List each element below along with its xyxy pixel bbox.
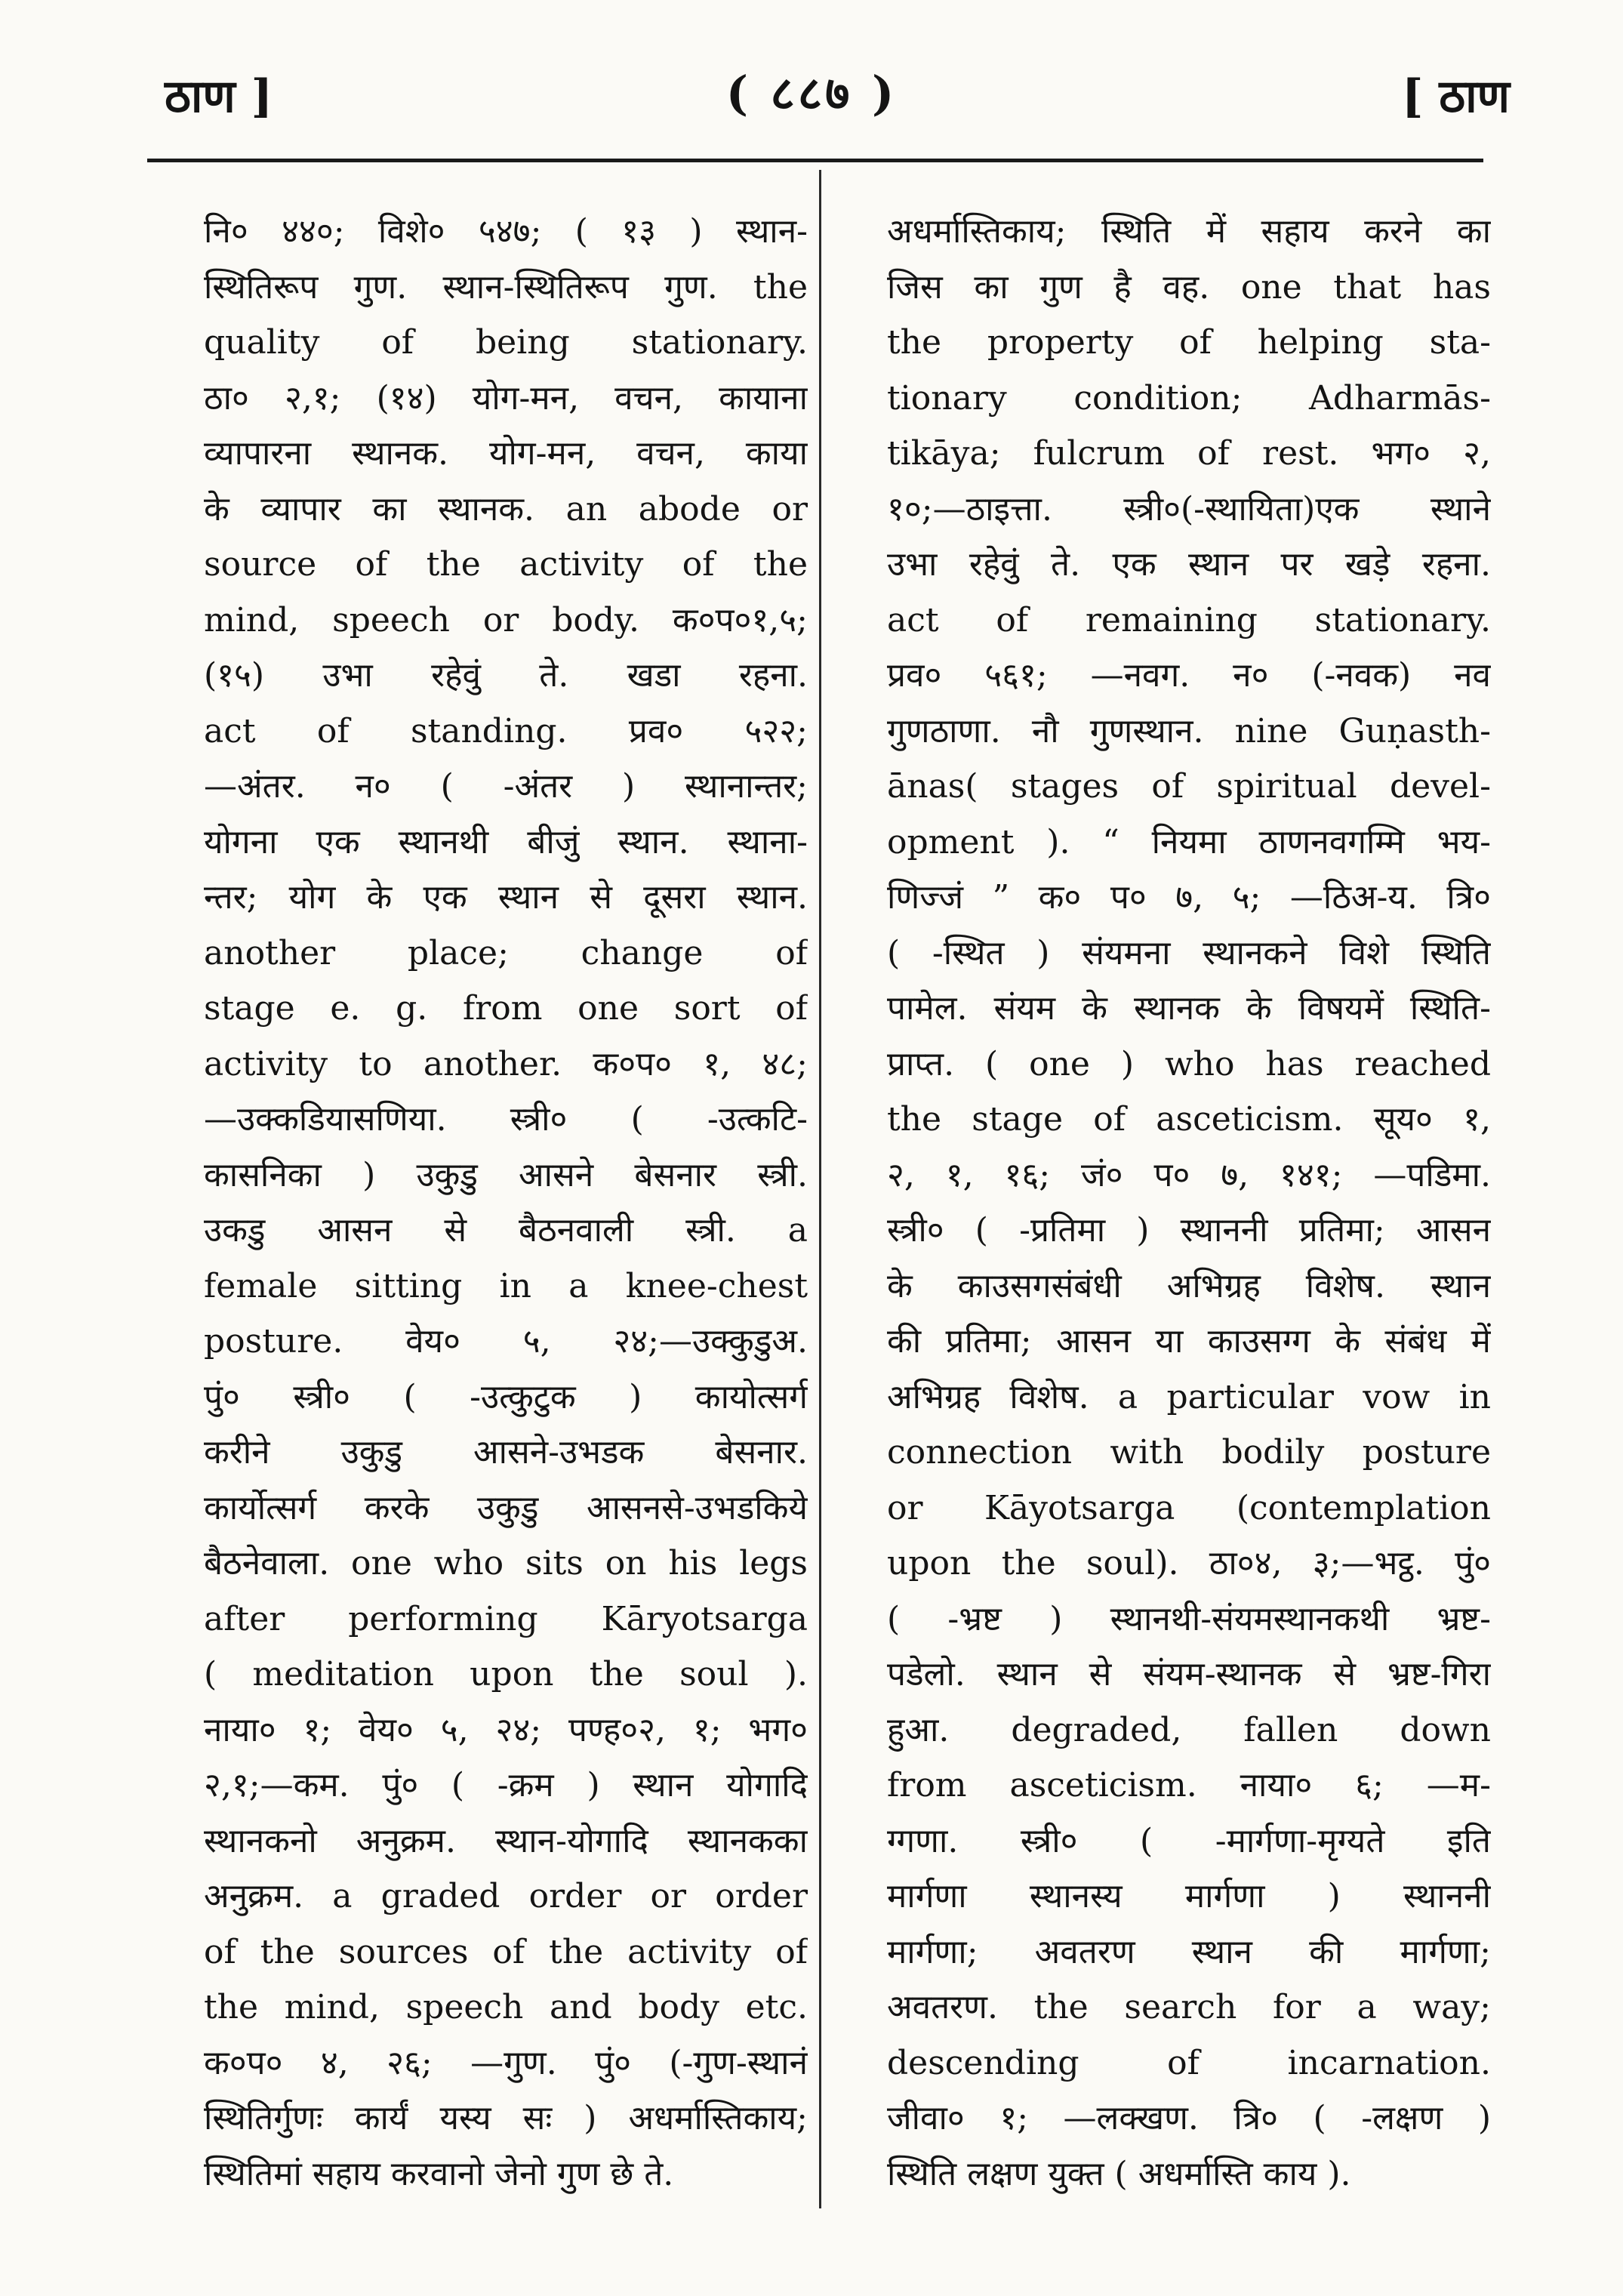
text-line: connection with bodily posture: [887, 1433, 1491, 1472]
text-line: मार्गणा स्थानस्य मार्गणा ) स्थाननी: [887, 1877, 1491, 1915]
text-line: करीने उकुडु आसने-उभडक बेसनार.: [204, 1433, 808, 1472]
text-line: activity to another. क०प० १, ४८;: [204, 1044, 808, 1083]
text-line: from asceticism. नाया० ६; —म-: [887, 1766, 1491, 1804]
text-line: the mind, speech and body etc.: [204, 1988, 808, 2026]
text-line: the property of helping sta-: [887, 323, 1491, 362]
text-line: बैठनेवाला. one who sits on his legs: [204, 1544, 808, 1583]
header-right-word: [ ठाण: [1401, 70, 1510, 123]
text-line: पामेल. संयम के स्थानक के विषयमें स्थिति-: [887, 989, 1491, 1028]
text-line: descending of incarnation.: [887, 2043, 1491, 2082]
left-column: [204, 204, 808, 2202]
text-line: —अंतर. न० ( -अंतर ) स्थानान्तर;: [204, 767, 808, 806]
text-line: मार्गणा; अवतरण स्थान की मार्गणा;: [887, 1932, 1491, 1971]
text-line: of the sources of the activity of: [204, 1932, 808, 1971]
text-line: ग्गणा. स्त्री० ( -मार्गणा-मृग्यते इति: [887, 1821, 1491, 1860]
text-line: opment ). “ नियमा ठाणनवगम्मि भय-: [887, 822, 1491, 861]
text-line: हुआ. degraded, fallen down: [887, 1710, 1491, 1749]
text-line: के काउसगसंबंधी अभिग्रह विशेष. स्थान: [887, 1266, 1491, 1305]
header-left-word: ठाण ]: [165, 70, 273, 123]
text-line: ( -स्थित ) संयमना स्थानकने विशे स्थिति: [887, 933, 1491, 972]
text-line: female sitting in a knee-chest: [204, 1266, 808, 1305]
text-line: स्त्री० ( -प्रतिमा ) स्थाननी प्रतिमा; आसन: [887, 1211, 1491, 1250]
text-line: उकडु आसन से बैठनवाली स्त्री. a: [204, 1211, 808, 1250]
right-column: [887, 204, 1491, 2202]
header-rule: [147, 159, 1483, 162]
text-line: प्रव० ५६१; —नवग. न० (-नवक) नव: [887, 656, 1491, 695]
text-line: स्थितिरूप गुण. स्थान-स्थितिरूप गुण. the: [204, 267, 808, 307]
text-line: स्थितिर्गुणः कार्यं यस्य सः ) अधर्मास्तिकाय;: [204, 2099, 808, 2137]
text-line: पुं० स्त्री० ( -उत्कुटुक ) कायोत्सर्ग: [204, 1377, 808, 1416]
text-line: or Kāyotsarga (contemplation: [887, 1488, 1491, 1527]
text-line: णिज्जं ” क० प० ७, ५; —ठिअ-य. त्रि०: [887, 878, 1491, 917]
text-line: ( -भ्रष्ट ) स्थानथी-संयमस्थानकथी भ्रष्ट-: [887, 1599, 1491, 1638]
text-line: (१५) उभा रहेवुं ते. खडा रहना.: [204, 656, 808, 695]
text-line: stage e. g. from one sort of: [204, 989, 808, 1028]
text-line: गुणठाणा. नौ गुणस्थान. nine Guṇasth-: [887, 711, 1491, 750]
page-header: [0, 53, 1623, 121]
text-line: न्तर; योग के एक स्थान से दूसरा स्थान.: [204, 878, 808, 917]
text-line: के व्यापार का स्थानक. an abode or: [204, 489, 808, 529]
text-line: नि० ४४०; विशे० ५४७; ( १३ ) स्थान-: [204, 212, 808, 251]
text-line: कासनिका ) उकुडु आसने बेसनार स्त्री.: [204, 1155, 808, 1194]
text-line: mind, speech or body. क०प०१,५;: [204, 600, 808, 639]
text-line: tikāya; fulcrum of rest. भग० २,: [887, 434, 1491, 473]
text-line: ānas( stages of spiritual devel-: [887, 767, 1491, 806]
text-line: २, १, १६; जं० प० ७, १४१; —पडिमा.: [887, 1155, 1491, 1194]
text-line: योगना एक स्थानथी बीजुं स्थान. स्थाना-: [204, 822, 808, 861]
text-line: स्थितिमां सहाय करवानो जेनो गुण छे ते.: [204, 2154, 674, 2193]
text-line: the stage of asceticism. सूय० १,: [887, 1100, 1491, 1139]
text-line: की प्रतिमा; आसन या काउसग्ग के संबंध में: [887, 1322, 1491, 1361]
text-line: व्यापारना स्थानक. योग-मन, वचन, काया: [204, 434, 808, 473]
text-line: upon the soul). ठा०४, ३;—भट्ठ. पुं०: [887, 1544, 1491, 1583]
text-line: उभा रहेवुं ते. एक स्थान पर खड़े रहना.: [887, 545, 1491, 584]
text-line: जीवा० १; —लक्खण. त्रि० ( -लक्षण ): [887, 2099, 1491, 2137]
text-line: tionary condition; Adharmās-: [887, 378, 1491, 418]
text-line: act of remaining stationary.: [887, 600, 1491, 639]
text-line: after performing Kāryotsarga: [204, 1599, 808, 1638]
text-line: अधर्मास्तिकाय; स्थिति में सहाय करने का: [887, 212, 1491, 251]
text-line: ( meditation upon the soul ).: [204, 1655, 808, 1693]
text-line: posture. वेय० ५, २४;—उक्कुडुअ.: [204, 1322, 808, 1361]
text-line: स्थिति लक्षण युक्त ( अधर्मास्ति काय ).: [887, 2154, 1351, 2193]
column-divider: [819, 170, 821, 2208]
text-line: कार्योत्सर्ग करके उकुडु आसनसे-उभडकिये: [204, 1488, 808, 1527]
text-line: प्राप्त. ( one ) who has reached: [887, 1044, 1491, 1083]
text-line: quality of being stationary.: [204, 323, 808, 362]
text-line: जिस का गुण है वह. one that has: [887, 267, 1491, 307]
text-line: source of the activity of the: [204, 545, 808, 584]
text-line: नाया० १; वेय० ५, २४; पण्ह०२, १; भग०: [204, 1710, 808, 1749]
text-line: ठा० २,१; (१४) योग-मन, वचन, कायाना: [204, 378, 808, 418]
text-line: अभिग्रह विशेष. a particular vow in: [887, 1377, 1491, 1416]
text-line: अवतरण. the search for a way;: [887, 1988, 1491, 2026]
text-line: १०;—ठाइत्ता. स्त्री०(-स्थायिता)एक स्थाने: [887, 489, 1491, 529]
text-line: another place; change of: [204, 933, 808, 972]
text-line: स्थानकनो अनुक्रम. स्थान-योगादि स्थानकका: [204, 1821, 808, 1860]
text-line: क०प० ४, २६; —गुण. पुं० (-गुण-स्थानं: [204, 2043, 808, 2082]
text-line: —उक्कडियासणिया. स्त्री० ( -उत्कटि-: [204, 1100, 808, 1139]
text-line: पडेलो. स्थान से संयम-स्थानक से भ्रष्ट-गिरा: [887, 1655, 1491, 1693]
text-line: २,१;—कम. पुं० ( -क्रम ) स्थान योगादि: [204, 1766, 808, 1804]
page-number: ( ८८७ ): [725, 66, 898, 121]
text-line: act of standing. प्रव० ५२२;: [204, 711, 808, 750]
text-line: अनुक्रम. a graded order or order: [204, 1877, 808, 1915]
